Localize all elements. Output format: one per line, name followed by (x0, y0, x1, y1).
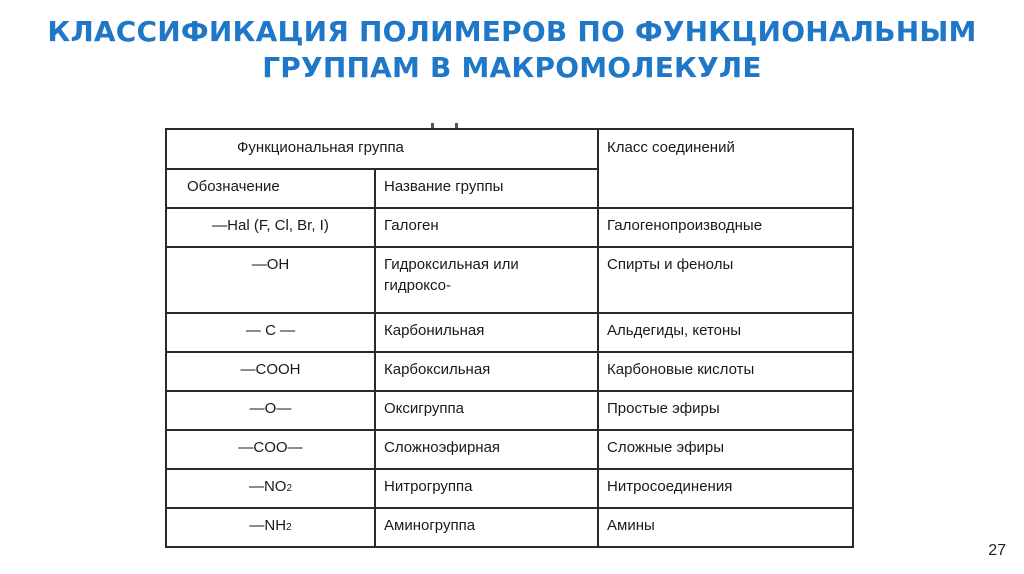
designation-subscript: 2 (286, 522, 292, 533)
cell-designation: —COO— (166, 430, 375, 469)
table-header-row (166, 129, 853, 169)
table-row (166, 391, 853, 430)
table-row (166, 247, 853, 313)
designation-subscript: 2 (286, 483, 293, 494)
cell-group-name-line-1: Гидроксильная или (384, 256, 519, 273)
cell-group-name: Сложноэфирная (375, 430, 598, 469)
cell-designation: —COOH (166, 352, 375, 391)
slide-title (0, 14, 1024, 86)
cell-compound-class: Спирты и фенолы (598, 247, 853, 313)
cell-group-name (375, 247, 598, 313)
cell-compound-class: Нитросоединения (598, 469, 853, 508)
cell-designation: — C — (166, 313, 375, 352)
cell-group-name: Карбонильная (375, 313, 598, 352)
table-row (166, 469, 853, 508)
cell-designation (166, 508, 375, 547)
cell-group-name-line-2: гидроксо- (384, 277, 452, 294)
table-row (166, 313, 853, 352)
cell-designation: —OH (166, 247, 375, 313)
header-designation: Обозначение (166, 169, 375, 208)
cell-compound-class: Альдегиды, кетоны (598, 313, 853, 352)
cell-designation: —Hal (F, Cl, Br, I) (166, 208, 375, 247)
header-functional-group: Функциональная группа (166, 129, 598, 169)
table-row (166, 430, 853, 469)
cell-designation (166, 469, 375, 508)
slide-title-line-1: КЛАССИФИКАЦИЯ ПОЛИМЕРОВ ПО ФУНКЦИОНАЛЬНЫМ (47, 15, 977, 48)
table-row (166, 508, 853, 547)
table-row (166, 352, 853, 391)
cell-group-name: Карбоксильная (375, 352, 598, 391)
cell-group-name: Оксигруппа (375, 391, 598, 430)
designation-main: —NH (249, 517, 287, 534)
page-number: 27 (988, 542, 1006, 559)
cell-compound-class: Амины (598, 508, 853, 547)
designation-main: —NO (248, 478, 287, 495)
cell-compound-class: Галогенопроизводные (598, 208, 853, 247)
classification-table-container (165, 128, 854, 548)
slide-title-line-2: ГРУППАМ В МАКРОМОЛЕКУЛЕ (262, 51, 762, 84)
classification-table (165, 128, 854, 548)
header-compound-class: Класс соединений (598, 129, 853, 208)
cell-group-name: Аминогруппа (375, 508, 598, 547)
table-row (166, 208, 853, 247)
cell-compound-class: Карбоновые кислоты (598, 352, 853, 391)
cell-designation: —O— (166, 391, 375, 430)
cell-compound-class: Простые эфиры (598, 391, 853, 430)
cell-group-name: Галоген (375, 208, 598, 247)
header-group-name: Название группы (375, 169, 598, 208)
cell-compound-class: Сложные эфиры (598, 430, 853, 469)
cell-group-name: Нитрогруппа (375, 469, 598, 508)
